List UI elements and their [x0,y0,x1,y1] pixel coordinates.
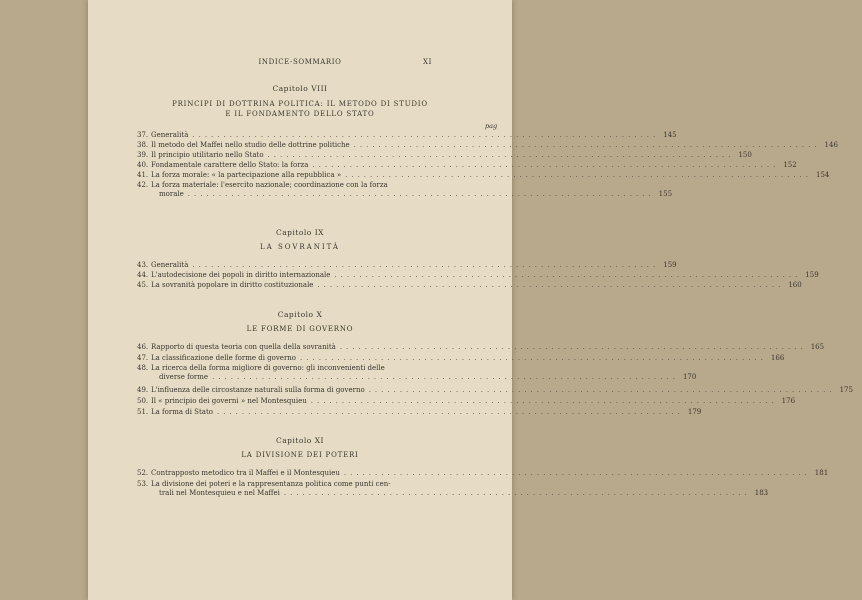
chapter-title [88,99,512,119]
header-page-number: XI [423,58,432,66]
toc-entry: 52. Contrapposto metodico tra il Maffei e il Montesquieu ........................................................................... 181 [137,469,829,477]
chapter-heading [88,228,512,237]
chapter-heading [88,84,512,93]
chapter-title [88,450,512,460]
toc-entry: 38. Il metodo del Maffei nello studio delle dottrine politiche ........................................................................... 146 [137,141,838,149]
chapter-heading [88,436,512,445]
pag-label: pag [485,122,498,130]
toc-entry: 40. Fondamentale carattere dello Stato: la forza ........................................................................... 152 [137,161,797,169]
chapter-title-line: PRINCIPI DI DOTTRINA POLITICA: IL METODO DI STUDIO [172,100,428,108]
toc-entry: 43. Generalità ........................................................................... 159 [137,261,677,269]
toc-entry: 46. Rapporto di questa teoria con quella della sovranità ........................................................................... 165 [137,343,825,351]
chapter-title-line: LA SOVRANITÀ [260,243,340,251]
book-page [88,0,853,600]
toc-entry: 39. Il principio utilitario nello Stato ........................................................................... 150 [137,151,752,159]
chapter-label: Capitolo X [277,310,323,319]
chapter-label: Capitolo XI [275,436,325,445]
chapter-heading [88,310,512,319]
chapter-title-line: E IL FONDAMENTO DELLO STATO [225,110,375,118]
header-title: INDICE-SOMMARIO [258,58,342,66]
chapter-title [88,242,512,252]
toc-entry: 37. Generalità ........................................................................... 145 [137,131,677,139]
chapter-label: Capitolo VIII [272,84,328,93]
chapter-title-line: LE FORME DI GOVERNO [246,325,354,333]
toc-entry: 50. Il « principio dei governi » nel Montesquieu ........................................................................... 176 [137,397,796,405]
toc-entry: 45. La sovranità popolare in diritto costituzionale ........................................................................... 160 [137,281,802,289]
chapter-title-line: LA DIVISIONE DEI POTERI [241,451,359,459]
toc-entry: 44. L'autodecisione dei popoli in diritto internazionale ........................................................................... 159 [137,271,819,279]
toc-entry: 47. La classificazione delle forme di governo ........................................................................... 166 [137,354,785,362]
chapter-title [88,324,512,334]
toc-entry: 49. L'influenza delle circostanze naturali sulla forma di governo ........................................................................... 175 [137,386,853,394]
toc-entry: 48. La ricerca della forma migliore di governo: gli inconvenienti delle diverse forme ........................................................................... 170 [137,364,697,381]
toc-entry: 53. La divisione dei poteri e la rappresentanza politica come punti cen- trali nel Montesquieu e nel Maffei ........................................................................... 183 [137,480,769,497]
toc-entry: 42. La forza materiale: l'esercito nazionale; coordinazione con la forza morale ........................................................................... 155 [137,181,673,198]
chapter-label: Capitolo IX [275,228,325,237]
toc-entry: 41. La forza morale: « la partecipazione alla repubblica » ........................................................................... 154 [137,171,830,179]
toc-entry: 51. La forma di Stato ........................................................................... 179 [137,408,702,416]
